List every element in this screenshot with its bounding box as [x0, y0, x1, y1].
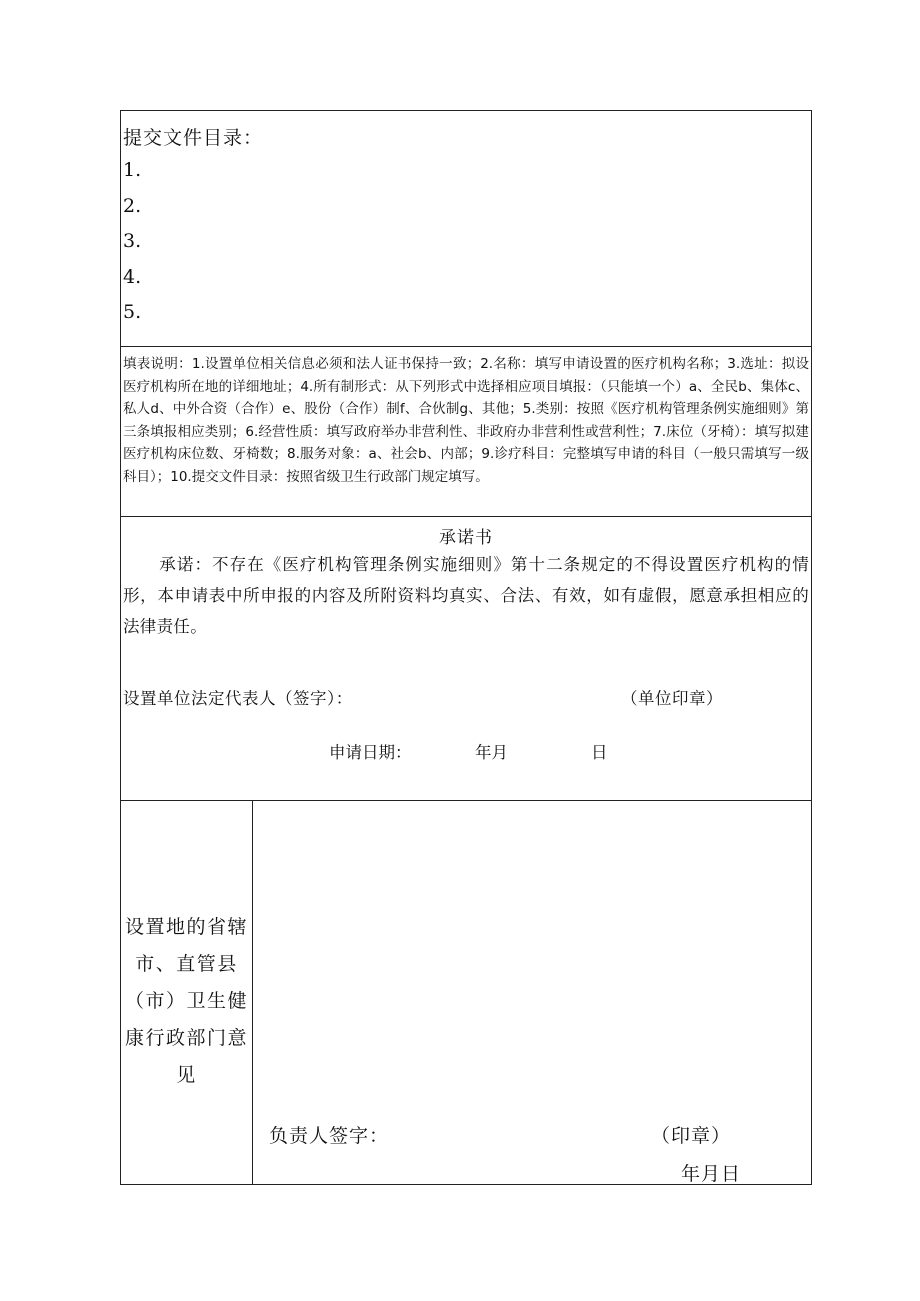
opinion-label-cell — [121, 801, 253, 1184]
file-item-3: 3. — [123, 230, 142, 252]
application-form — [120, 110, 812, 1185]
submitted-files-section — [121, 111, 811, 347]
legal-representative-signature-label: 设置单位法定代表人（签字）： — [123, 689, 353, 708]
department-seal-label: （印章） — [651, 1125, 732, 1147]
application-date-label: 申请日期： — [329, 743, 412, 762]
pledge-title: 承诺书 — [439, 528, 493, 548]
file-item-2: 2. — [123, 195, 142, 217]
file-item-1: 1. — [123, 159, 142, 181]
unit-seal-label: （单位印章） — [621, 689, 723, 708]
files-title: 提交文件目录： — [123, 127, 264, 149]
file-item-5: 5. — [123, 301, 142, 323]
filling-instructions-text: 填表说明：1.设置单位相关信息必须和法人证书保持一致；2.名称：填写申请设置的医疗机构名称；3.选址：拟设医疗机构所在地的详细地址；4.所有制形式：从下列形式中选择相应项目填报：（只能填一个）a、全民b、集体c、私人d、中外合资（合作）e、股份（合作）制f、合伙制g、其他；5.类别：按照《医疗机构管理条例实施细则》第三条填报相应类别；6.经营性质：填写政府举办非营利性、非政府办非营利性或营利性；7.床位（牙椅）：填写拟建医疗机构床位数、牙椅数；8.服务对象：a、社会b、内部；9.诊疗科目：完整填写申请的科目（一般只需填写一级科目）；10.提交文件目录：按照省级卫生行政部门规定填写。 — [123, 356, 809, 485]
application-date-day: 日 — [591, 743, 608, 762]
file-item-4: 4. — [123, 266, 142, 288]
department-opinion-section — [121, 801, 811, 1184]
pledge-body: 承诺：不存在《医疗机构管理条例实施细则》第十二条规定的不得设置医疗机构的情形，本申请表中所申报的内容及所附资料均真实、合法、有效，如有虚假，愿意承担相应的法律责任。 — [123, 555, 809, 636]
application-date-year-month: 年月 — [475, 743, 508, 762]
opinion-date-label: 年月日 — [681, 1163, 742, 1185]
responsible-person-signature-label: 负责人签字： — [269, 1125, 390, 1147]
filling-instructions-section — [121, 347, 811, 517]
pledge-section — [121, 517, 811, 801]
opinion-label: 设置地的省辖市、直管县（市）卫生健康行政部门意见 — [125, 916, 249, 1086]
